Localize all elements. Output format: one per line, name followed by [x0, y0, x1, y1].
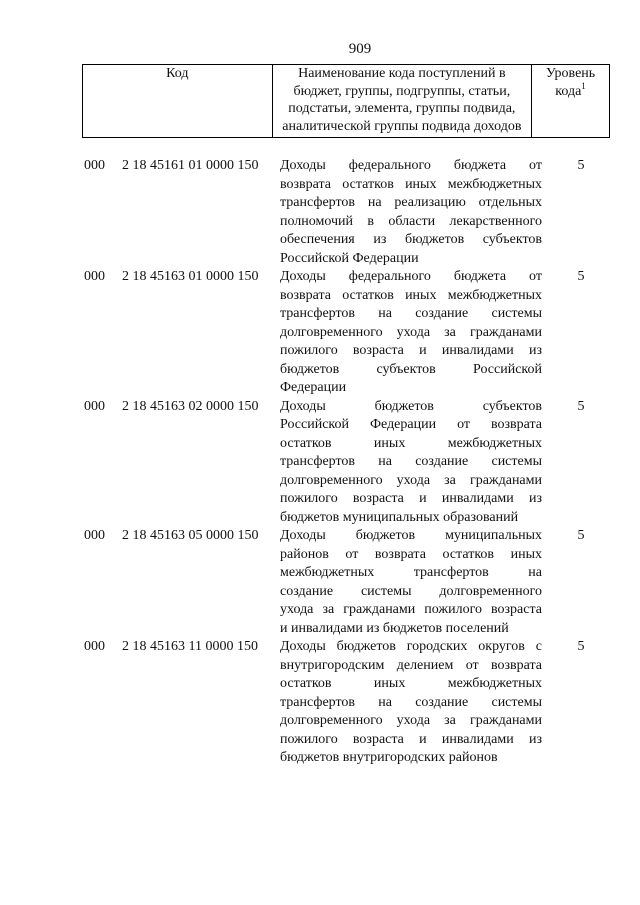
row-revenue-name: [280, 527, 542, 638]
row-name-line: Доходы федерального бюджета от: [280, 158, 542, 173]
row-name-line: создание системы долговременного: [280, 583, 542, 599]
row-name-line: межбюджетных трансфертов на: [280, 565, 542, 580]
page-number: 909: [348, 41, 372, 57]
row-code-level: 5: [577, 398, 585, 414]
row-name-line: Российской Федерации: [280, 250, 419, 266]
row-admin-code: 000: [84, 639, 105, 654]
header-name: Наименование кода поступлений в бюджет, группы, подгруппы, статьи, подстатьи, элемента, группы подвида, аналитической группы подвида доходов: [272, 65, 531, 138]
row-name-line: остатков иных межбюджетных: [280, 435, 542, 451]
row-name-line: трансфертов на создание системы: [280, 306, 542, 321]
row-name-line: пожилого возраста и инвалидами из: [280, 343, 542, 358]
row-name-line: остатков иных межбюджетных: [280, 676, 542, 691]
row-admin-code: 000: [84, 398, 105, 414]
row-name-line: Российской Федерации от возврата: [280, 417, 542, 432]
row-name-line: трансфертов на создание системы: [280, 694, 542, 710]
row-name-line: ухода за гражданами пожилого возраста: [280, 602, 542, 617]
row-name-line: долговременного ухода за гражданами: [280, 472, 542, 488]
row-name-line: долговременного ухода за гражданами: [280, 324, 542, 340]
row-name-line: районов от возврата остатков иных: [280, 546, 542, 562]
row-name-line: бюджетов муниципальных образований: [280, 509, 519, 525]
row-code-level: 5: [577, 639, 585, 654]
row-name-line: Доходы бюджетов муниципальных: [280, 528, 542, 543]
row-name-line: бюджетов субъектов Российской: [280, 361, 542, 377]
row-admin-code: 000: [84, 158, 105, 173]
row-revenue-name: [280, 638, 542, 768]
row-name-line: Федерации: [280, 380, 347, 395]
row-revenue-code: 2 18 45163 01 0000 150: [122, 269, 259, 284]
header-level-footnote: 1: [581, 80, 586, 91]
row-admin-code: 000: [84, 269, 105, 284]
table-row: [84, 638, 610, 768]
row-code-level: 5: [577, 528, 585, 543]
row-revenue-code: 2 18 45163 05 0000 150: [122, 528, 259, 543]
row-name-line: трансфертов на создание системы: [280, 454, 542, 469]
header-level-label: Уровень кода: [545, 66, 596, 99]
row-name-line: Доходы федерального бюджета от: [280, 269, 542, 284]
table-row: [84, 157, 610, 268]
row-name-line: возврата остатков иных межбюджетных: [280, 287, 542, 303]
header-code: Код: [83, 65, 273, 138]
row-name-line: пожилого возраста и инвалидами из: [280, 731, 542, 747]
row-revenue-code: 2 18 45163 11 0000 150: [122, 639, 258, 654]
table-row: [84, 527, 610, 638]
row-name-line: долговременного ухода за гражданами: [280, 713, 542, 728]
table-row: [84, 398, 610, 528]
row-name-line: Доходы бюджетов субъектов: [280, 398, 542, 414]
row-revenue-code: 2 18 45161 01 0000 150: [122, 158, 259, 173]
header-level: [532, 65, 610, 138]
row-name-line: обеспечения из бюджетов субъектов: [280, 232, 542, 247]
row-name-line: Доходы бюджетов городских округов с: [280, 639, 542, 654]
row-admin-code: 000: [84, 528, 105, 543]
row-name-line: внутригородским делением от возврата: [280, 657, 542, 673]
row-revenue-name: [280, 157, 542, 268]
row-revenue-name: [280, 398, 542, 528]
table-header: [82, 64, 610, 138]
row-revenue-name: [280, 268, 542, 398]
row-code-level: 5: [577, 158, 585, 173]
table-row: [84, 268, 610, 398]
table-body: [84, 157, 610, 768]
row-name-line: полномочий в области лекарственного: [280, 213, 542, 229]
row-name-line: и инвалидами из бюджетов поселений: [280, 620, 509, 636]
row-code-level: 5: [577, 269, 585, 284]
row-revenue-code: 2 18 45163 02 0000 150: [122, 398, 259, 414]
row-name-line: возврата остатков иных межбюджетных: [280, 176, 542, 192]
row-name-line: бюджетов внутригородских районов: [280, 750, 498, 765]
row-name-line: пожилого возраста и инвалидами из: [280, 491, 542, 506]
row-name-line: трансфертов на реализацию отдельных: [280, 195, 542, 210]
